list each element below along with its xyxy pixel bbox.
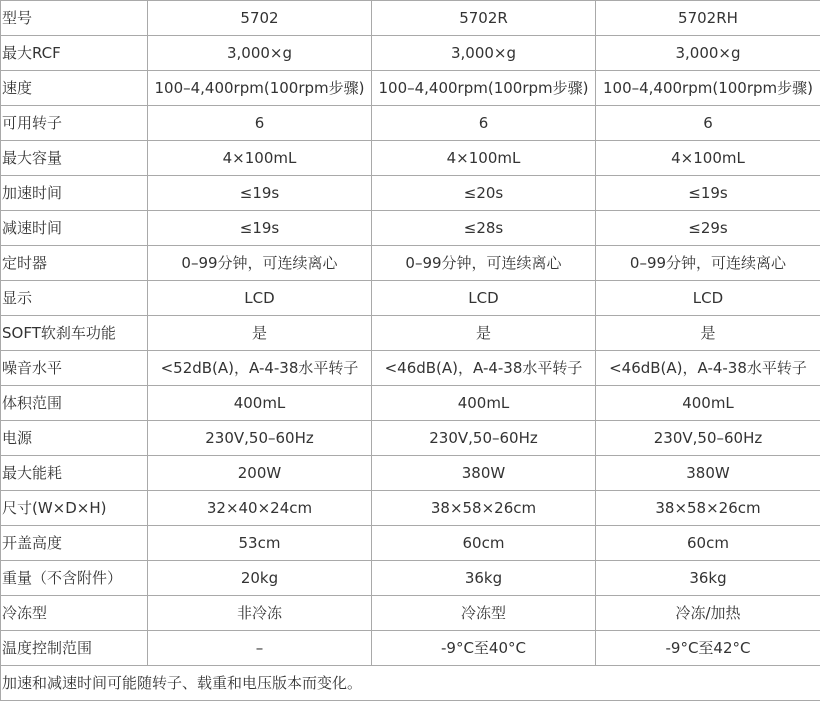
table-cell: 6 — [596, 106, 820, 141]
table-cell: ≤29s — [596, 211, 820, 246]
row-label: 尺寸(W×D×H) — [1, 491, 148, 526]
table-cell: 380W — [372, 456, 596, 491]
row-label: 最大RCF — [1, 36, 148, 71]
table-cell: 是 — [596, 316, 820, 351]
table-cell: 38×58×26cm — [596, 491, 820, 526]
table-cell: 0–99分钟，可连续离心 — [148, 246, 372, 281]
model-5702-header: 5702 — [148, 1, 372, 36]
table-row — [1, 596, 820, 631]
header-label: 型号 — [1, 1, 148, 36]
row-label: 加速时间 — [1, 176, 148, 211]
table-header-row — [1, 1, 820, 36]
model-5702rh-header: 5702RH — [596, 1, 820, 36]
table-cell: 0–99分钟，可连续离心 — [372, 246, 596, 281]
row-label: 速度 — [1, 71, 148, 106]
row-label: 可用转子 — [1, 106, 148, 141]
model-5702r-header: 5702R — [372, 1, 596, 36]
row-label: 重量（不含附件） — [1, 561, 148, 596]
table-cell: 60cm — [372, 526, 596, 561]
table-row — [1, 246, 820, 281]
table-row — [1, 316, 820, 351]
table-cell: 3,000×g — [596, 36, 820, 71]
table-cell: ≤20s — [372, 176, 596, 211]
table-cell: 400mL — [596, 386, 820, 421]
table-cell: 冷冻型 — [372, 596, 596, 631]
table-cell: <52dB(A)，A-4-38水平转子 — [148, 351, 372, 386]
table-cell: 60cm — [596, 526, 820, 561]
row-label: 冷冻型 — [1, 596, 148, 631]
table-cell: ≤28s — [372, 211, 596, 246]
table-cell: 是 — [148, 316, 372, 351]
table-row — [1, 211, 820, 246]
table-row — [1, 36, 820, 71]
row-label: 定时器 — [1, 246, 148, 281]
footnote-text: 加速和减速时间可能随转子、载重和电压版本而变化。 — [1, 666, 820, 701]
table-cell: 100–4,400rpm(100rpm步骤) — [148, 71, 372, 106]
table-cell: -9°C至40°C — [372, 631, 596, 666]
table-cell: 400mL — [372, 386, 596, 421]
row-label: SOFT软刹车功能 — [1, 316, 148, 351]
table-row — [1, 631, 820, 666]
table-row — [1, 386, 820, 421]
table-row — [1, 141, 820, 176]
row-label: 噪音水平 — [1, 351, 148, 386]
row-label: 温度控制范围 — [1, 631, 148, 666]
footnote-row — [1, 666, 820, 701]
table-cell: 36kg — [372, 561, 596, 596]
table-cell: LCD — [372, 281, 596, 316]
row-label: 开盖高度 — [1, 526, 148, 561]
table-cell: 200W — [148, 456, 372, 491]
table-row — [1, 351, 820, 386]
row-label: 减速时间 — [1, 211, 148, 246]
row-label: 最大容量 — [1, 141, 148, 176]
row-label: 体积范围 — [1, 386, 148, 421]
table-row — [1, 106, 820, 141]
table-cell: 20kg — [148, 561, 372, 596]
table-cell: LCD — [596, 281, 820, 316]
table-row — [1, 561, 820, 596]
row-label: 显示 — [1, 281, 148, 316]
table-cell: 380W — [596, 456, 820, 491]
table-row — [1, 526, 820, 561]
table-cell: ≤19s — [148, 176, 372, 211]
table-cell: 53cm — [148, 526, 372, 561]
table-row — [1, 456, 820, 491]
table-cell: 230V,50–60Hz — [372, 421, 596, 456]
table-cell: 38×58×26cm — [372, 491, 596, 526]
table-cell: 6 — [148, 106, 372, 141]
table-cell: – — [148, 631, 372, 666]
table-cell: 4×100mL — [596, 141, 820, 176]
table-cell: <46dB(A)，A-4-38水平转子 — [596, 351, 820, 386]
table-row — [1, 281, 820, 316]
table-cell: 3,000×g — [372, 36, 596, 71]
table-cell: 230V,50–60Hz — [148, 421, 372, 456]
table-cell: 100–4,400rpm(100rpm步骤) — [596, 71, 820, 106]
table-cell: 230V,50–60Hz — [596, 421, 820, 456]
table-cell: 4×100mL — [372, 141, 596, 176]
table-cell: ≤19s — [596, 176, 820, 211]
table-cell: 6 — [372, 106, 596, 141]
table-cell: LCD — [148, 281, 372, 316]
table-cell: -9°C至42°C — [596, 631, 820, 666]
table-row — [1, 71, 820, 106]
table-cell: 是 — [372, 316, 596, 351]
table-cell: 0–99分钟，可连续离心 — [596, 246, 820, 281]
table-cell: <46dB(A)，A-4-38水平转子 — [372, 351, 596, 386]
table-cell: 400mL — [148, 386, 372, 421]
table-cell: 36kg — [596, 561, 820, 596]
row-label: 电源 — [1, 421, 148, 456]
spec-table-body — [1, 1, 820, 701]
table-cell: 4×100mL — [148, 141, 372, 176]
table-row — [1, 176, 820, 211]
table-cell: 32×40×24cm — [148, 491, 372, 526]
table-cell: 100–4,400rpm(100rpm步骤) — [372, 71, 596, 106]
table-cell: ≤19s — [148, 211, 372, 246]
row-label: 最大能耗 — [1, 456, 148, 491]
table-cell: 冷冻/加热 — [596, 596, 820, 631]
table-cell: 非冷冻 — [148, 596, 372, 631]
table-cell: 3,000×g — [148, 36, 372, 71]
table-row — [1, 421, 820, 456]
table-row — [1, 491, 820, 526]
